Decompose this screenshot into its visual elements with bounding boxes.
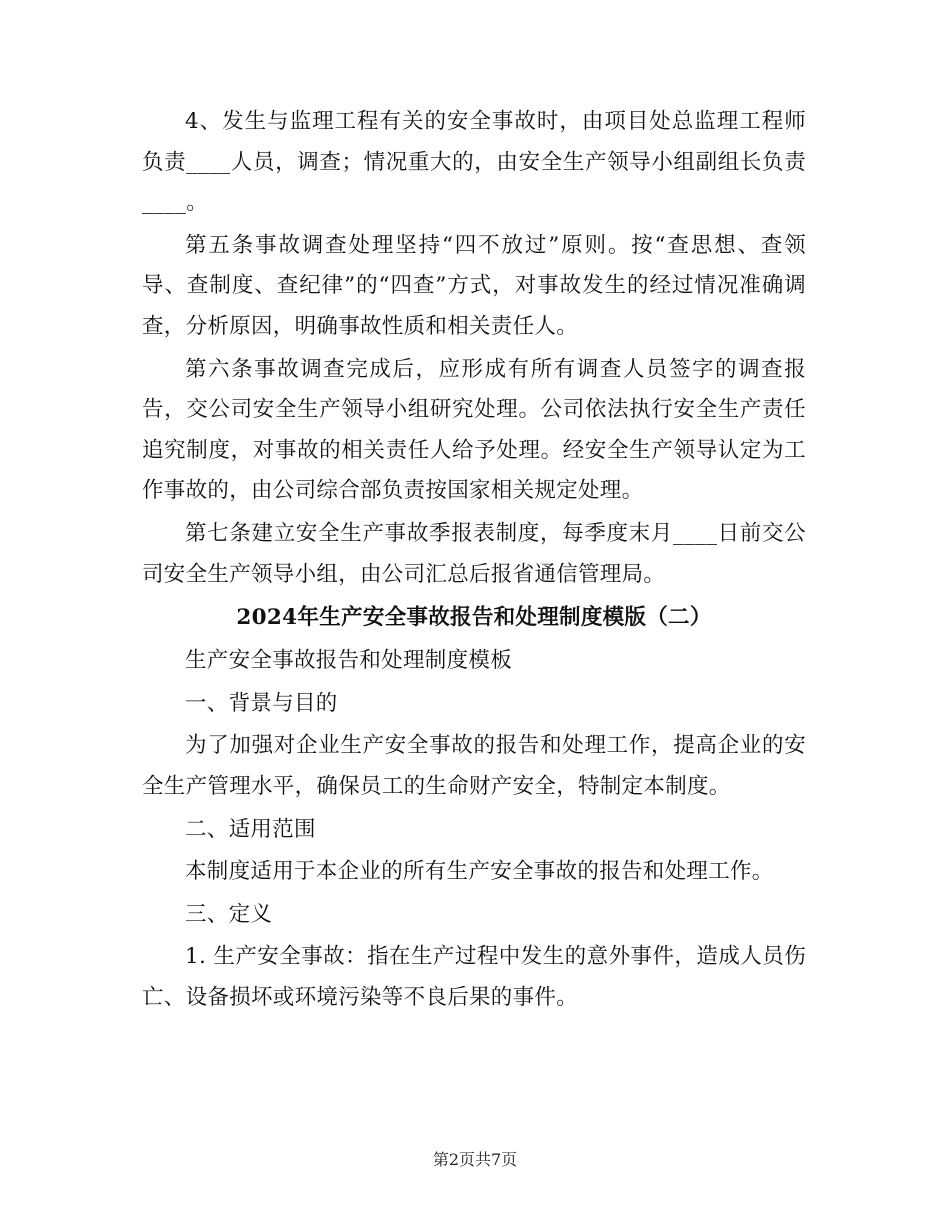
paragraph-template-title: 生产安全事故报告和处理制度模板 [185,648,513,674]
page-number-footer: 第2页共7页 [432,1150,518,1169]
document-body [142,102,806,1018]
paragraph-heading-definition: 三、定义 [185,901,273,927]
section-title: 2024年生产安全事故报告和处理制度模版（二） [236,605,712,631]
paragraph-article-5: 第五条事故调查处理坚持“四不放过”原则。按“查思想、查领导、查制度、查纪律”的“四查”方式，对事故发生的经过情况准确调查，分析原因，明确事故性质和相关责任人。 [142,232,806,339]
paragraph-scope-text: 本制度适用于本企业的所有生产安全事故的报告和处理工作。 [185,859,774,885]
paragraph-article-6: 第六条事故调查完成后，应形成有所有调查人员签字的调查报告，交公司安全生产领导小组研究处理。公司依法执行安全生产责任追究制度，对事故的相关责任人给予处理。经安全生产领导认定为工作事故的，由公司综合部负责按国家相关规定处理。 [142,356,806,504]
paragraph-article-7: 第七条建立安全生产事故季报表制度，每季度末月____日前交公司安全生产领导小组，由公司汇总后报省通信管理局。 [142,520,806,587]
paragraph-heading-background: 一、背景与目的 [185,690,338,716]
paragraph-clause-4: 4、发生与监理工程有关的安全事故时，由项目处总监理工程师负责____人员，调查；情况重大的，由安全生产领导小组副组长负责____。 [142,109,806,216]
paragraph-heading-scope: 二、适用范围 [185,816,316,842]
paragraph-background-text: 为了加强对企业生产安全事故的报告和处理工作，提高企业的安全生产管理水平，确保员工的生命财产安全，特制定本制度。 [142,733,806,799]
paragraph-definition-1: 1. 生产安全事故：指在生产过程中发生的意外事件，造成人员伤亡、设备损坏或环境污染等不良后果的事件。 [142,944,806,1010]
